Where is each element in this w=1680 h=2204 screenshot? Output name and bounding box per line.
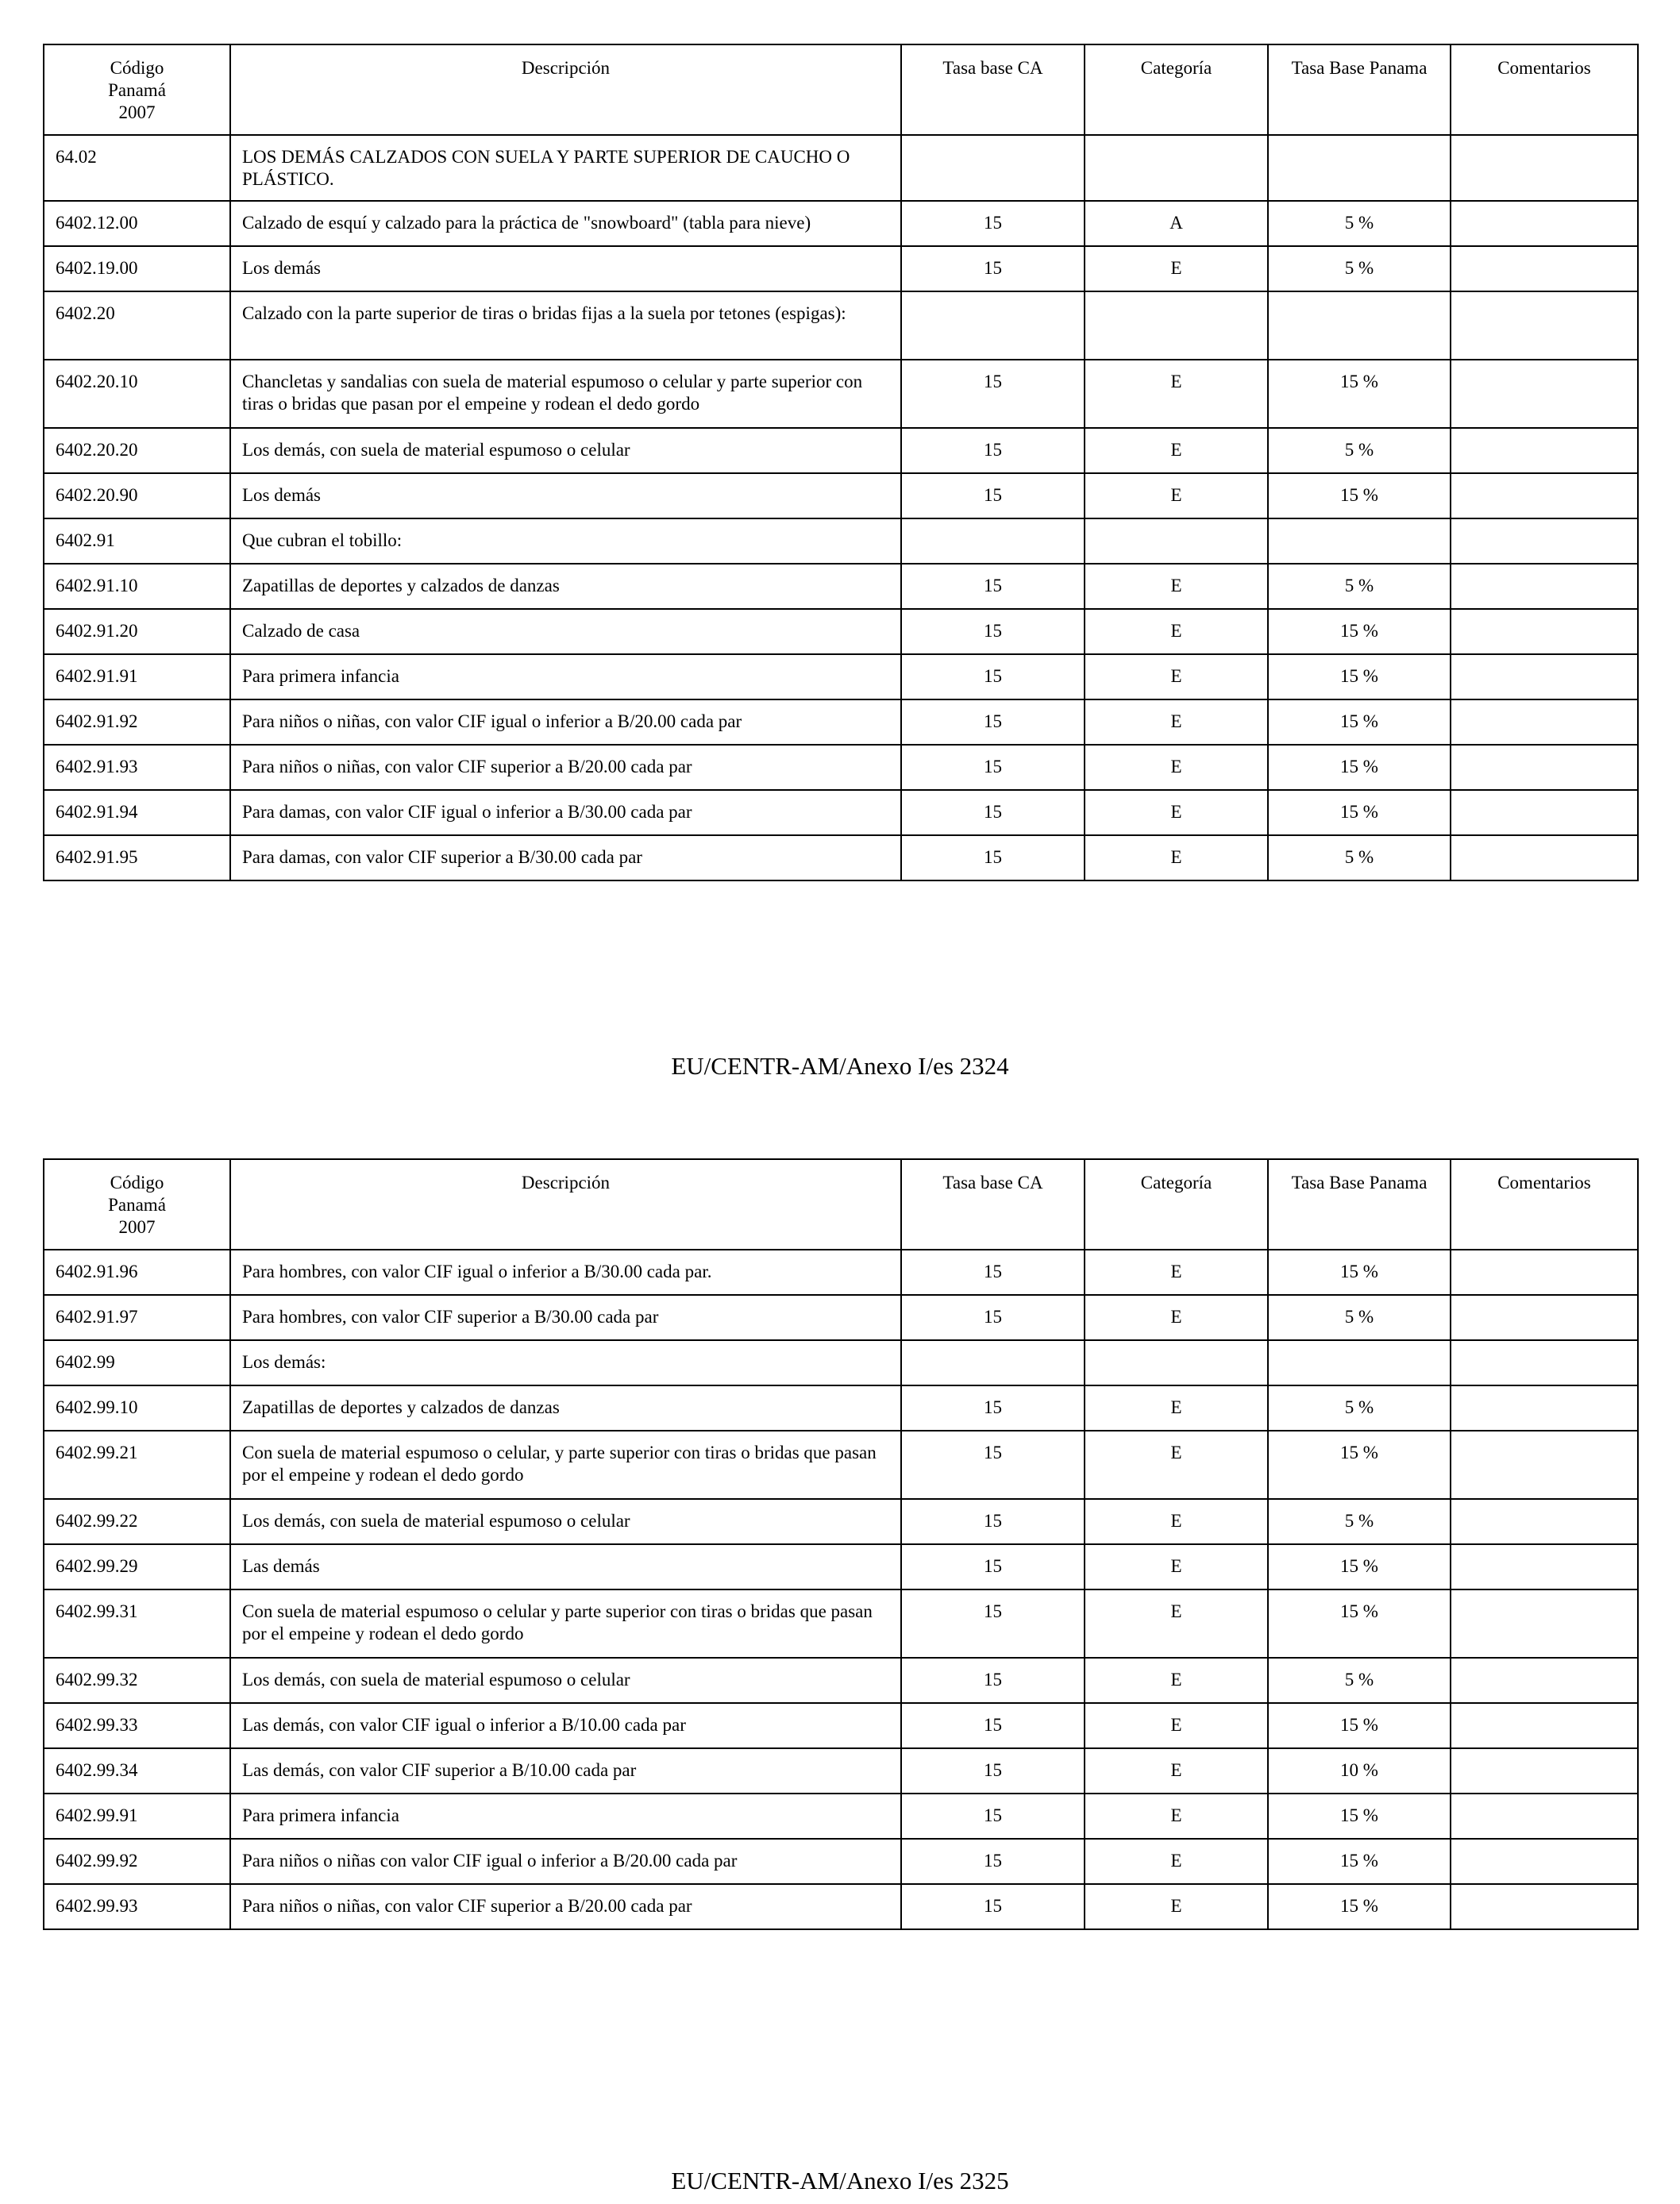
cell-categoria: E	[1085, 1589, 1268, 1658]
cell-tasa-base-panama: 5 %	[1268, 835, 1451, 880]
cell-tasa-base-ca: 15	[901, 1385, 1085, 1431]
cell-descripcion: Calzado con la parte superior de tiras o bridas fijas a la suela por tetones (espigas):	[230, 291, 901, 360]
cell-categoria: E	[1085, 1703, 1268, 1748]
cell-categoria: E	[1085, 1250, 1268, 1295]
cell-tasa-base-panama: 15 %	[1268, 1794, 1451, 1839]
cell-categoria: E	[1085, 1499, 1268, 1544]
cell-comentarios	[1451, 1839, 1638, 1884]
cell-comentarios	[1451, 654, 1638, 699]
cell-codigo: 6402.91.20	[44, 609, 230, 654]
header-categoria: Categoría	[1085, 1159, 1268, 1250]
tariff-table-page-2324	[43, 44, 1639, 881]
cell-codigo: 6402.99.33	[44, 1703, 230, 1748]
table-row	[44, 1544, 1638, 1589]
cell-tasa-base-ca: 15	[901, 1544, 1085, 1589]
header-tasa-base-ca: Tasa base CA	[901, 1159, 1085, 1250]
cell-descripcion: Las demás, con valor CIF igual o inferior a B/10.00 cada par	[230, 1703, 901, 1748]
cell-codigo: 6402.20	[44, 291, 230, 360]
table-row	[44, 246, 1638, 291]
cell-tasa-base-panama: 15 %	[1268, 1250, 1451, 1295]
header-comentarios: Comentarios	[1451, 1159, 1638, 1250]
table-row	[44, 360, 1638, 428]
cell-comentarios	[1451, 699, 1638, 745]
cell-comentarios	[1451, 135, 1638, 201]
cell-tasa-base-ca	[901, 135, 1085, 201]
cell-comentarios	[1451, 1250, 1638, 1295]
table-header-row	[44, 44, 1638, 135]
cell-tasa-base-ca: 15	[901, 835, 1085, 880]
cell-tasa-base-panama: 15 %	[1268, 699, 1451, 745]
header-tasa-base-panama: Tasa Base Panama	[1268, 1159, 1451, 1250]
header-descripcion: Descripción	[230, 1159, 901, 1250]
cell-tasa-base-ca: 15	[901, 1794, 1085, 1839]
cell-descripcion: Para damas, con valor CIF igual o inferior a B/30.00 cada par	[230, 790, 901, 835]
table-body	[44, 1250, 1638, 1929]
cell-codigo: 6402.20.20	[44, 428, 230, 473]
cell-categoria: E	[1085, 609, 1268, 654]
cell-descripcion: Con suela de material espumoso o celular, y parte superior con tiras o bridas que pasan por el empeine y rodean el dedo gordo	[230, 1431, 901, 1499]
table-row	[44, 1431, 1638, 1499]
cell-tasa-base-ca: 15	[901, 564, 1085, 609]
cell-tasa-base-panama: 10 %	[1268, 1748, 1451, 1794]
cell-codigo: 6402.91.10	[44, 564, 230, 609]
cell-categoria: E	[1085, 1884, 1268, 1929]
cell-descripcion: Los demás	[230, 246, 901, 291]
cell-categoria: E	[1085, 835, 1268, 880]
cell-categoria: E	[1085, 1431, 1268, 1499]
cell-descripcion: Calzado de casa	[230, 609, 901, 654]
cell-codigo: 6402.99.22	[44, 1499, 230, 1544]
cell-codigo: 6402.99.32	[44, 1658, 230, 1703]
cell-categoria	[1085, 518, 1268, 564]
cell-tasa-base-ca: 15	[901, 654, 1085, 699]
cell-tasa-base-ca: 15	[901, 1703, 1085, 1748]
cell-comentarios	[1451, 518, 1638, 564]
cell-comentarios	[1451, 1544, 1638, 1589]
cell-codigo: 6402.99.31	[44, 1589, 230, 1658]
table-row	[44, 1839, 1638, 1884]
cell-tasa-base-ca: 15	[901, 428, 1085, 473]
cell-codigo: 6402.91.91	[44, 654, 230, 699]
cell-descripcion: Para niños o niñas, con valor CIF superior a B/20.00 cada par	[230, 1884, 901, 1929]
cell-descripcion: Zapatillas de deportes y calzados de danzas	[230, 564, 901, 609]
cell-codigo: 6402.99.91	[44, 1794, 230, 1839]
cell-tasa-base-ca: 15	[901, 246, 1085, 291]
cell-comentarios	[1451, 835, 1638, 880]
cell-tasa-base-panama: 15 %	[1268, 360, 1451, 428]
cell-comentarios	[1451, 291, 1638, 360]
cell-tasa-base-ca: 15	[901, 360, 1085, 428]
cell-tasa-base-ca: 15	[901, 790, 1085, 835]
table-row	[44, 1589, 1638, 1658]
table-row	[44, 609, 1638, 654]
cell-codigo: 6402.20.90	[44, 473, 230, 518]
header-tasa-base-panama: Tasa Base Panama	[1268, 44, 1451, 135]
cell-comentarios	[1451, 564, 1638, 609]
cell-comentarios	[1451, 1884, 1638, 1929]
cell-descripcion: Para primera infancia	[230, 1794, 901, 1839]
table-row	[44, 1340, 1638, 1385]
cell-descripcion: Para hombres, con valor CIF igual o inferior a B/30.00 cada par.	[230, 1250, 901, 1295]
cell-codigo: 64.02	[44, 135, 230, 201]
table-row	[44, 518, 1638, 564]
cell-codigo: 6402.19.00	[44, 246, 230, 291]
cell-descripcion: Para hombres, con valor CIF superior a B/30.00 cada par	[230, 1295, 901, 1340]
cell-tasa-base-panama: 5 %	[1268, 1295, 1451, 1340]
cell-codigo: 6402.99.21	[44, 1431, 230, 1499]
cell-tasa-base-panama: 15 %	[1268, 1839, 1451, 1884]
cell-descripcion: Las demás, con valor CIF superior a B/10.00 cada par	[230, 1748, 901, 1794]
table-row	[44, 428, 1638, 473]
cell-categoria: E	[1085, 790, 1268, 835]
cell-comentarios	[1451, 790, 1638, 835]
cell-comentarios	[1451, 1385, 1638, 1431]
table-row	[44, 1703, 1638, 1748]
cell-codigo: 6402.99	[44, 1340, 230, 1385]
table-row	[44, 201, 1638, 246]
cell-comentarios	[1451, 473, 1638, 518]
table-body	[44, 135, 1638, 880]
cell-descripcion: Para niños o niñas con valor CIF igual o inferior a B/20.00 cada par	[230, 1839, 901, 1884]
cell-tasa-base-ca: 15	[901, 1499, 1085, 1544]
table-row	[44, 564, 1638, 609]
cell-descripcion: Chancletas y sandalias con suela de material espumoso o celular y parte superior con tiras o bridas que pasan por el empeine y rodean el dedo gordo	[230, 360, 901, 428]
cell-tasa-base-panama: 15 %	[1268, 745, 1451, 790]
cell-categoria: E	[1085, 1544, 1268, 1589]
table-row	[44, 1748, 1638, 1794]
cell-tasa-base-ca	[901, 518, 1085, 564]
table-row	[44, 835, 1638, 880]
cell-descripcion: Para niños o niñas, con valor CIF superior a B/20.00 cada par	[230, 745, 901, 790]
cell-comentarios	[1451, 1340, 1638, 1385]
table-row	[44, 1295, 1638, 1340]
cell-categoria	[1085, 1340, 1268, 1385]
cell-tasa-base-panama: 15 %	[1268, 473, 1451, 518]
cell-comentarios	[1451, 1589, 1638, 1658]
cell-codigo: 6402.99.10	[44, 1385, 230, 1431]
cell-codigo: 6402.99.92	[44, 1839, 230, 1884]
cell-tasa-base-ca: 15	[901, 745, 1085, 790]
cell-tasa-base-ca: 15	[901, 1431, 1085, 1499]
cell-tasa-base-panama: 15 %	[1268, 609, 1451, 654]
cell-categoria: E	[1085, 1748, 1268, 1794]
cell-comentarios	[1451, 1431, 1638, 1499]
cell-categoria: E	[1085, 473, 1268, 518]
cell-codigo: 6402.91.95	[44, 835, 230, 880]
cell-comentarios	[1451, 1499, 1638, 1544]
cell-categoria: E	[1085, 246, 1268, 291]
header-descripcion: Descripción	[230, 44, 901, 135]
cell-tasa-base-panama: 15 %	[1268, 654, 1451, 699]
cell-categoria	[1085, 291, 1268, 360]
header-tasa-base-ca: Tasa base CA	[901, 44, 1085, 135]
cell-comentarios	[1451, 609, 1638, 654]
table-row	[44, 1250, 1638, 1295]
cell-descripcion: Para niños o niñas, con valor CIF igual o inferior a B/20.00 cada par	[230, 699, 901, 745]
cell-tasa-base-ca: 15	[901, 1295, 1085, 1340]
cell-tasa-base-panama: 15 %	[1268, 1884, 1451, 1929]
cell-codigo: 6402.91.93	[44, 745, 230, 790]
cell-codigo: 6402.99.93	[44, 1884, 230, 1929]
cell-descripcion: Los demás	[230, 473, 901, 518]
cell-descripcion: Las demás	[230, 1544, 901, 1589]
cell-comentarios	[1451, 1748, 1638, 1794]
cell-categoria: E	[1085, 1794, 1268, 1839]
cell-categoria: E	[1085, 1658, 1268, 1703]
cell-comentarios	[1451, 1295, 1638, 1340]
cell-tasa-base-panama: 5 %	[1268, 428, 1451, 473]
header-comentarios: Comentarios	[1451, 44, 1638, 135]
page-footer: EU/CENTR-AM/Anexo I/es 2324	[671, 1052, 1009, 1080]
table-row	[44, 291, 1638, 360]
cell-codigo: 6402.91.92	[44, 699, 230, 745]
table-row	[44, 1385, 1638, 1431]
cell-descripcion: LOS DEMÁS CALZADOS CON SUELA Y PARTE SUPERIOR DE CAUCHO O PLÁSTICO.	[230, 135, 901, 201]
table-row	[44, 745, 1638, 790]
cell-comentarios	[1451, 246, 1638, 291]
table-row	[44, 1794, 1638, 1839]
cell-descripcion: Con suela de material espumoso o celular y parte superior con tiras o bridas que pasan por el empeine y rodean el dedo gordo	[230, 1589, 901, 1658]
cell-tasa-base-ca: 15	[901, 1839, 1085, 1884]
cell-categoria: E	[1085, 1839, 1268, 1884]
header-codigo: Código Panamá 2007	[44, 44, 230, 135]
cell-comentarios	[1451, 745, 1638, 790]
table-row	[44, 135, 1638, 201]
cell-tasa-base-ca: 15	[901, 473, 1085, 518]
table-header-row	[44, 1159, 1638, 1250]
header-codigo: Código Panamá 2007	[44, 1159, 230, 1250]
cell-tasa-base-panama: 5 %	[1268, 201, 1451, 246]
cell-tasa-base-ca: 15	[901, 699, 1085, 745]
cell-tasa-base-panama: 15 %	[1268, 1431, 1451, 1499]
cell-codigo: 6402.91.97	[44, 1295, 230, 1340]
cell-tasa-base-panama: 5 %	[1268, 1385, 1451, 1431]
cell-tasa-base-panama: 5 %	[1268, 1658, 1451, 1703]
cell-descripcion: Que cubran el tobillo:	[230, 518, 901, 564]
cell-codigo: 6402.91	[44, 518, 230, 564]
cell-comentarios	[1451, 1794, 1638, 1839]
cell-categoria: E	[1085, 1295, 1268, 1340]
page-footer: EU/CENTR-AM/Anexo I/es 2325	[671, 2167, 1009, 2194]
cell-tasa-base-ca: 15	[901, 1748, 1085, 1794]
cell-tasa-base-panama: 5 %	[1268, 564, 1451, 609]
cell-tasa-base-ca: 15	[901, 201, 1085, 246]
cell-descripcion: Los demás, con suela de material espumoso o celular	[230, 428, 901, 473]
cell-tasa-base-panama: 15 %	[1268, 1544, 1451, 1589]
cell-tasa-base-panama: 15 %	[1268, 1703, 1451, 1748]
cell-tasa-base-panama	[1268, 1340, 1451, 1385]
cell-comentarios	[1451, 360, 1638, 428]
cell-codigo: 6402.20.10	[44, 360, 230, 428]
cell-codigo: 6402.91.96	[44, 1250, 230, 1295]
table-row	[44, 1499, 1638, 1544]
cell-tasa-base-panama	[1268, 291, 1451, 360]
tariff-table-page-2325	[43, 1158, 1639, 1930]
cell-tasa-base-ca: 15	[901, 1250, 1085, 1295]
cell-tasa-base-ca: 15	[901, 1658, 1085, 1703]
cell-categoria	[1085, 135, 1268, 201]
cell-tasa-base-panama: 5 %	[1268, 1499, 1451, 1544]
cell-tasa-base-panama	[1268, 518, 1451, 564]
cell-categoria: E	[1085, 699, 1268, 745]
cell-categoria: E	[1085, 428, 1268, 473]
cell-descripcion: Los demás, con suela de material espumoso o celular	[230, 1499, 901, 1544]
cell-codigo: 6402.12.00	[44, 201, 230, 246]
cell-codigo: 6402.99.34	[44, 1748, 230, 1794]
cell-codigo: 6402.91.94	[44, 790, 230, 835]
cell-descripcion: Los demás:	[230, 1340, 901, 1385]
cell-tasa-base-ca: 15	[901, 1884, 1085, 1929]
cell-tasa-base-ca: 15	[901, 609, 1085, 654]
cell-tasa-base-ca	[901, 1340, 1085, 1385]
cell-categoria: E	[1085, 745, 1268, 790]
table-row	[44, 1658, 1638, 1703]
table-row	[44, 790, 1638, 835]
table-row	[44, 699, 1638, 745]
cell-categoria: E	[1085, 1385, 1268, 1431]
cell-codigo: 6402.99.29	[44, 1544, 230, 1589]
table-row	[44, 1884, 1638, 1929]
cell-tasa-base-ca: 15	[901, 1589, 1085, 1658]
cell-comentarios	[1451, 201, 1638, 246]
cell-descripcion: Para primera infancia	[230, 654, 901, 699]
cell-tasa-base-ca	[901, 291, 1085, 360]
cell-categoria: E	[1085, 564, 1268, 609]
cell-categoria: E	[1085, 654, 1268, 699]
cell-comentarios	[1451, 1658, 1638, 1703]
cell-descripcion: Calzado de esquí y calzado para la práctica de "snowboard" (tabla para nieve)	[230, 201, 901, 246]
cell-tasa-base-panama: 15 %	[1268, 1589, 1451, 1658]
cell-comentarios	[1451, 428, 1638, 473]
cell-tasa-base-panama: 15 %	[1268, 790, 1451, 835]
table-row	[44, 473, 1638, 518]
cell-categoria: E	[1085, 360, 1268, 428]
cell-comentarios	[1451, 1703, 1638, 1748]
header-categoria: Categoría	[1085, 44, 1268, 135]
cell-categoria: A	[1085, 201, 1268, 246]
cell-descripcion: Para damas, con valor CIF superior a B/30.00 cada par	[230, 835, 901, 880]
cell-tasa-base-panama	[1268, 135, 1451, 201]
cell-descripcion: Los demás, con suela de material espumoso o celular	[230, 1658, 901, 1703]
cell-tasa-base-panama: 5 %	[1268, 246, 1451, 291]
cell-descripcion: Zapatillas de deportes y calzados de danzas	[230, 1385, 901, 1431]
table-row	[44, 654, 1638, 699]
